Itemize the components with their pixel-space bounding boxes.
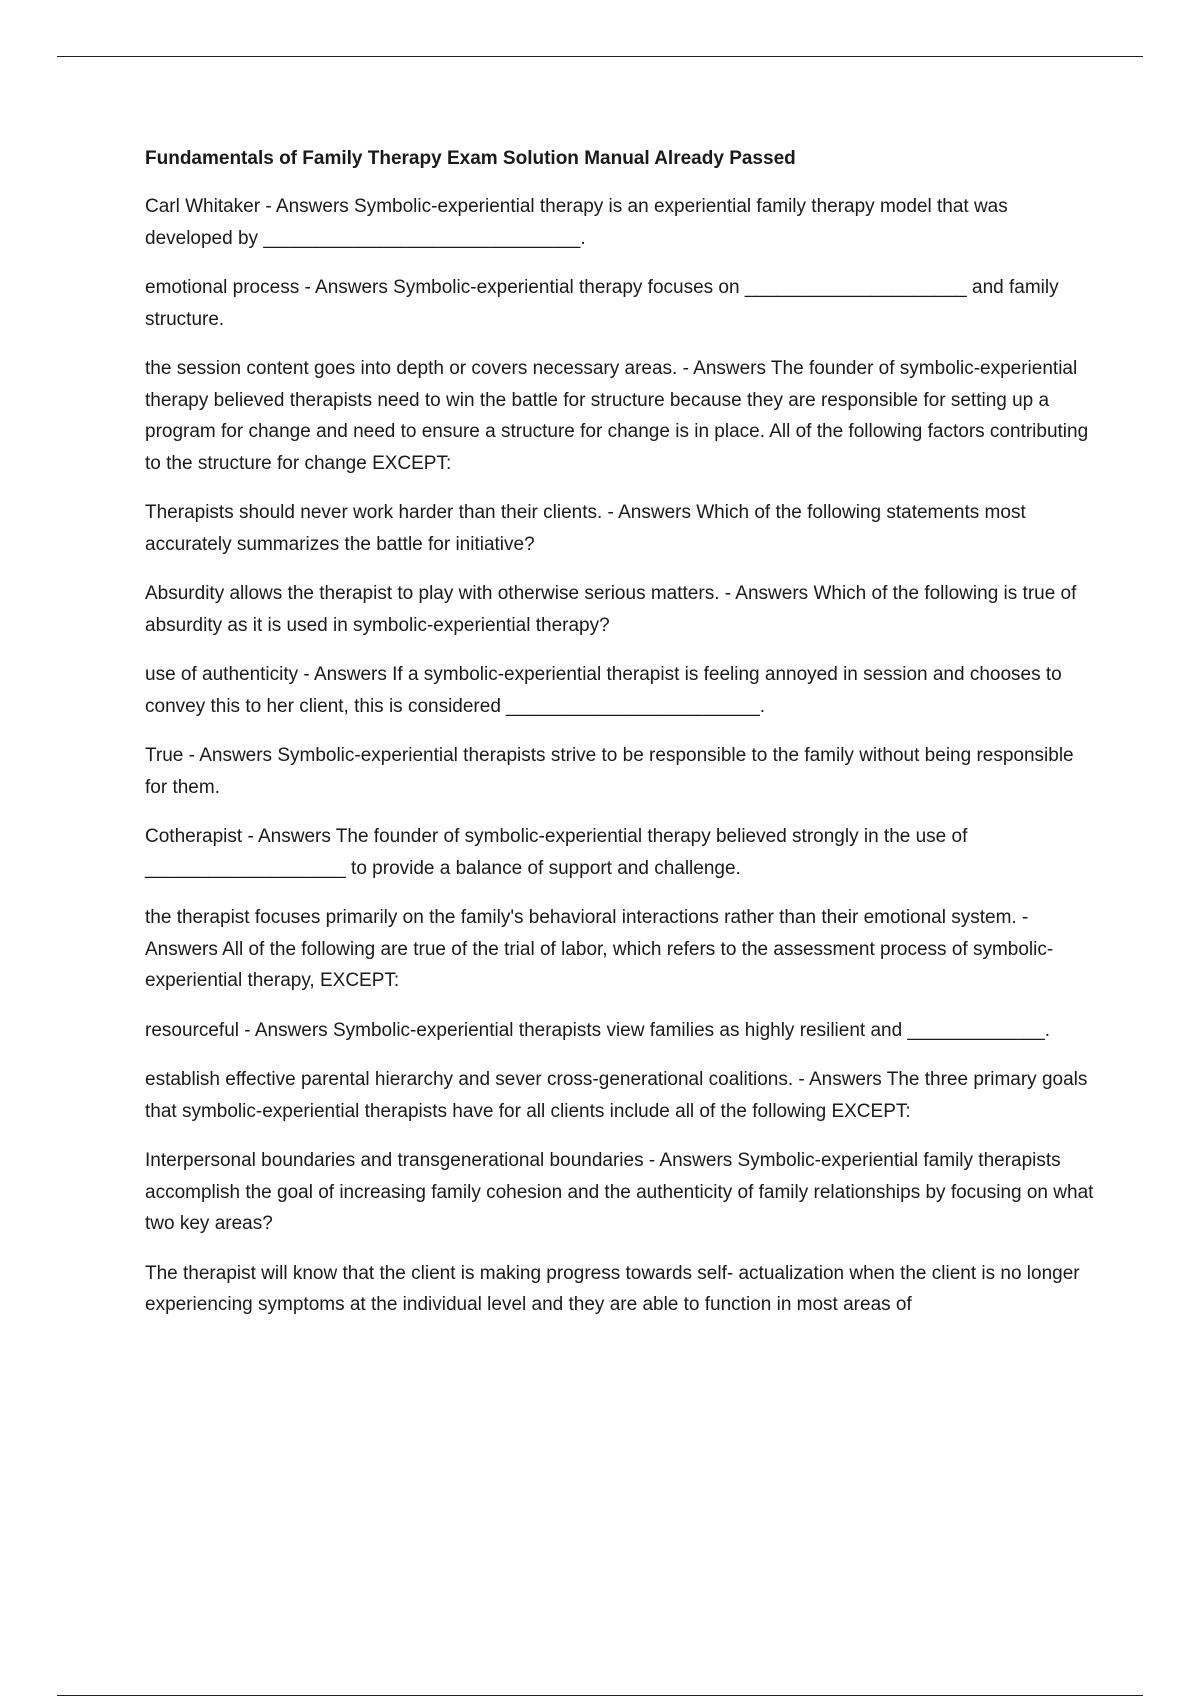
qa-item: The therapist will know that the client is making progress towards self- actualization when the client is no longer experiencing symptoms at the individual level and they are able to function in most areas of bbox=[145, 1262, 1080, 1315]
qa-item: Therapists should never work harder than their clients. - Answers Which of the following statements most accurately summarizes the battle for initiative? bbox=[145, 502, 1026, 555]
qa-item: the session content goes into depth or covers necessary areas. - Answers The founder of symbolic-experiential therapy believed therapists need to win the battle for structure because they are responsible for setting up a program for change and need to ensure a structure for change is in place. All of the following factors contributing to the structure for change EXCEPT: bbox=[145, 358, 1089, 474]
document-title: Fundamentals of Family Therapy Exam Solution Manual Already Passed bbox=[145, 148, 796, 169]
qa-item: resourceful - Answers Symbolic-experiential therapists view families as highly resilient and _____________. bbox=[145, 1019, 1051, 1041]
qa-item: Absurdity allows the therapist to play with otherwise serious matters. - Answers Which of the following is true of absurdity as it is used in symbolic-experiential therapy? bbox=[145, 583, 1077, 636]
header-rule bbox=[57, 56, 1143, 57]
qa-item: Carl Whitaker - Answers Symbolic-experiential therapy is an experiential family therapy model that was developed by ______________________________. bbox=[145, 196, 1008, 249]
qa-item: Interpersonal boundaries and transgenerational boundaries - Answers Symbolic-experiential family therapists accomplish the goal of increasing family cohesion and the authenticity of family relationships by focusing on what two key areas? bbox=[145, 1150, 1094, 1234]
qa-item: True - Answers Symbolic-experiential therapists strive to be responsible to the family without being responsible for them. bbox=[145, 745, 1074, 798]
qa-item: establish effective parental hierarchy and sever cross-generational coalitions. - Answers The three primary goals that symbolic-experiential therapists have for all clients include all of the following EXCEPT: bbox=[145, 1069, 1088, 1122]
footer-rule bbox=[57, 1695, 1143, 1696]
qa-item: the therapist focuses primarily on the family's behavioral interactions rather than their emotional system. - Answers All of the following are true of the trial of labor, which refers to the assessment process of symbolic-experiential therapy, EXCEPT: bbox=[145, 907, 1054, 991]
qa-item: use of authenticity - Answers If a symbolic-experiential therapist is feeling annoyed in session and chooses to convey this to her client, this is considered ________________________. bbox=[145, 664, 1062, 717]
qa-item: emotional process - Answers Symbolic-experiential therapy focuses on _____________________ and family structure. bbox=[145, 277, 1059, 330]
document-body bbox=[145, 143, 1095, 1339]
qa-item: Cotherapist - Answers The founder of symbolic-experiential therapy believed strongly in the use of ___________________ to provide a balance of support and challenge. bbox=[145, 826, 968, 879]
